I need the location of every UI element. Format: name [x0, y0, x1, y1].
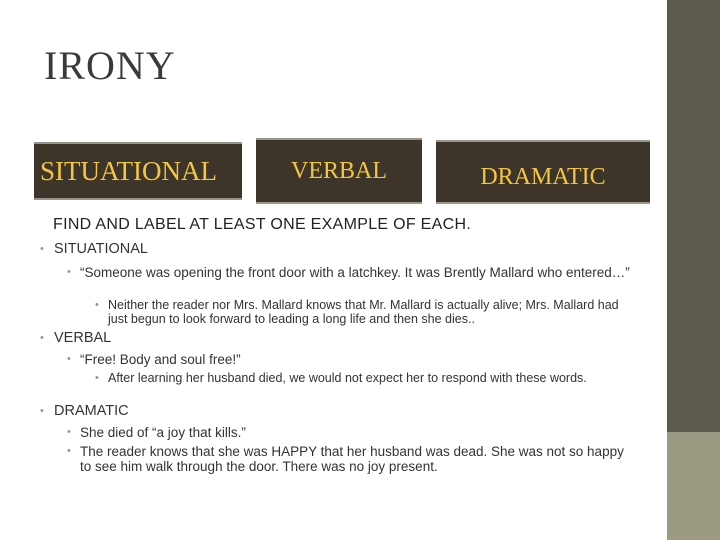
- tab-dramatic: [436, 140, 650, 204]
- list-item-quote: [67, 352, 640, 367]
- bullet-dot-icon: •: [67, 426, 71, 438]
- section-heading-dramatic: DRAMATIC: [54, 403, 129, 419]
- bullet-dot-icon: •: [67, 266, 71, 278]
- section-heading-situational: SITUATIONAL: [54, 241, 148, 257]
- tab-verbal: [256, 138, 422, 204]
- section-explanation-situational: Neither the reader nor Mrs. Mallard knows that Mr. Mallard is actually alive; Mrs. Mallard had just begun to look forward to leading a long life and then she dies..: [108, 298, 619, 326]
- tab-situational-label: SITUATIONAL: [40, 155, 217, 186]
- instructions-text: FIND AND LABEL AT LEAST ONE EXAMPLE OF EACH.: [53, 216, 472, 233]
- bullet-dot-icon: •: [95, 299, 99, 311]
- list-item-explanation: [95, 298, 628, 326]
- list-item-heading: [40, 241, 148, 257]
- list-item-heading: [40, 403, 129, 419]
- tab-verbal-label: VERBAL: [291, 157, 387, 184]
- list-item-quote: [67, 425, 640, 440]
- section-explanation-dramatic: The reader knows that she was HAPPY that her husband was dead. She was not so happy to see him walk through the door. There was no joy present.: [80, 444, 624, 474]
- list-item-explanation: [95, 371, 628, 385]
- section-quote-situational: “Someone was opening the front door with a latchkey. It was Brently Mallard who entered…”: [80, 265, 630, 280]
- list-item-quote: [67, 265, 640, 280]
- tab-dramatic-label: DRAMATIC: [480, 163, 606, 190]
- bullet-dot-icon: •: [95, 372, 99, 384]
- section-heading-verbal: VERBAL: [54, 330, 112, 346]
- list-item-explanation: [67, 444, 625, 474]
- bullet-dot-icon: •: [40, 243, 44, 255]
- bullet-dot-icon: •: [67, 445, 71, 457]
- section-explanation-verbal: After learning her husband died, we would not expect her to respond with these words.: [108, 371, 587, 385]
- bullet-dot-icon: •: [40, 332, 44, 344]
- bullet-dot-icon: •: [40, 405, 44, 417]
- tab-situational: [34, 142, 242, 200]
- section-quote-verbal: “Free! Body and soul free!”: [80, 352, 241, 367]
- list-item-heading: [40, 330, 112, 346]
- sidebar-accent-block: [667, 432, 720, 540]
- section-quote-dramatic: She died of “a joy that kills.”: [80, 425, 246, 440]
- slide-title: IRONY: [44, 43, 176, 88]
- bullet-dot-icon: •: [67, 353, 71, 365]
